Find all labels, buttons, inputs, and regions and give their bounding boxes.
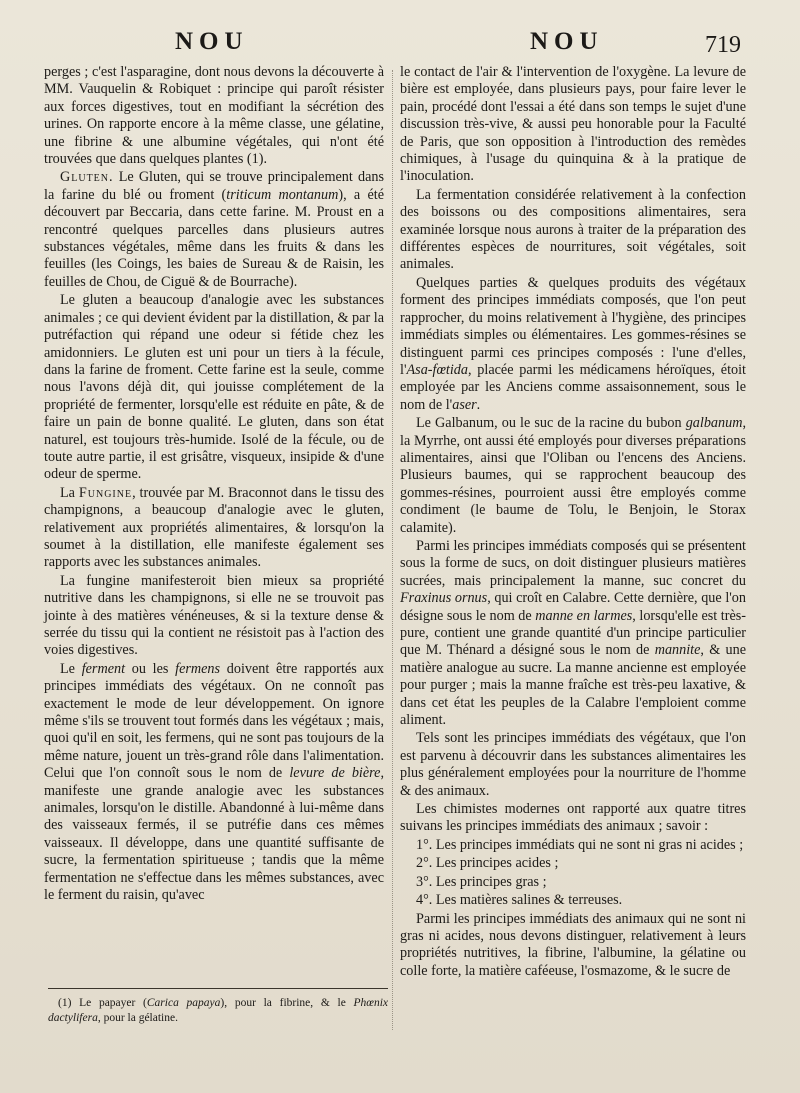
text-run: , lorsqu'elle est très-pure, contient une grande quantité d'un principe particulier que M. Thénard a désigné sous le nom de — [400, 607, 746, 659]
footnote-rule — [48, 988, 388, 989]
paragraph-asparagine: perges ; c'est l'asparagine, dont nous devons la découverte à MM. Vauquelin & Robiquet : principe qui paroît résister aux forces digestives, tout en modifiant la sécrétion des urines. On rapporte encore à la même classe, une gélatine, une fibrine & une albumine végétales, qui n'ont été trouvées que dans quelques plantes (1). — [44, 64, 384, 168]
paragraph-galbanum — [400, 415, 746, 537]
italic-term: Phœnix dactylifera — [48, 997, 389, 1024]
column-gutter — [392, 70, 393, 1030]
paragraph-fermentation: La fermentation considérée relativement à la confection des boissons ou des compositions alimentaires, sera examinée lorsque nous aurons à traiter de la préparation des différentes espèces de nourritures, soit végétales, soit animales. — [400, 186, 746, 273]
text-run: , qui croît en Calabre. Cette dernière, que l'on désigne sous le nom de — [400, 590, 746, 624]
italic-term: galbanum — [685, 415, 743, 432]
text-run: ), pour la fibrine, & le — [220, 997, 354, 1009]
paragraph-chimistes: Les chimistes modernes ont rapporté aux quatre titres suivans les principes immédiats des animaux ; savoir : — [400, 801, 746, 835]
italic-term: mannite — [654, 642, 701, 659]
paragraph-principes-vegetaux: Tels sont les principes immédiats des végétaux, que l'on est parvenu à découvrir dans les substances alimentaires les plus généralement employées pour la nourriture de l'homme & des animaux. — [400, 730, 746, 799]
page-number: 719 — [705, 32, 741, 58]
text-run: ), a été découvert par Beccaria, dans cette farine. M. Proust en a rencontré quelques parcelles dans plusieurs autres substances végétales, même dans les fruits & dans les feuilles (les Coings, les baies de Sureau & de Raisin, les feuilles de Chou, de Ciguë & de Bourrache). — [44, 186, 384, 290]
italic-term: Carica papaya — [146, 997, 221, 1009]
paragraph-levure: le contact de l'air & l'intervention de l'oxygène. La levure de bière est employée, dans plusieurs pays, pour faire lever le pain, procédé dont l'essai a été dans son temps le sujet d'une discussion très-vive, & aussi peu honorable pour la Faculté de Paris, que son opposition à l'introduction des remèdes chimiques, à l'usage du quinquina & à la pratique de l'inoculation. — [400, 64, 746, 185]
paragraph-gluten-analogy: Le gluten a beaucoup d'analogie avec les substances animales ; ce qui devient évident par la distillation, & par la putréfaction qui répand une odeur si fétide chez les amidonniers. Le gluten est uni pour un tiers à la fécule, dans la farine de froment. Cette farine est la seule, comme nous l'avons déjà dit, qui jouisse complétement de la propriété de fermenter, lorsqu'elle est réduite en pâte, & de faire un pain de bonne qualité. Le gluten, dans son état naturel, est toujours très-humide. Isolé de la fécule, ou de toute autre partie, il est grisâtre, visqueux, insipide & d'une odeur de sperme. — [44, 292, 384, 483]
italic-term: triticum montanum — [226, 186, 339, 203]
running-head-right: NOU — [530, 28, 604, 55]
right-column — [400, 64, 746, 980]
text-run: La — [60, 484, 79, 501]
italic-term: Fraxinus ornus — [400, 590, 488, 607]
italic-term: fermens — [175, 660, 221, 677]
text-run: Parmi les principes immédiats composés qui se présentent sous la forme de sucs, on doit distinguer plusieurs matières sucrées, mais principalement la manne, suc concret du — [400, 537, 746, 589]
text-run: Quelques parties & quelques produits des végétaux forment des principes immédiats composés, que l'on peut rapprocher, du moins relativement à l'hygiène, des principes immédiats simples ou élémentaires. Les gommes-résines se distinguent parmi ces principes composés : l'une d'elles, l' — [400, 274, 746, 378]
paragraph-animaux: Parmi les principes immédiats des animaux qui ne sont ni gras ni acides, nous devons distinguer, relativement à leurs propriétés nutritives, la fibrine, l'albumine, la gélatine ou colle forte, la matière caféeuse, l'osmazome, & le sucre de — [400, 910, 746, 979]
italic-term: ferment — [81, 660, 126, 677]
italic-term: aser — [452, 396, 477, 413]
paragraph-gluten — [44, 169, 384, 291]
running-head-left: NOU — [175, 28, 249, 55]
section-head-gluten: Gluten. — [60, 169, 114, 186]
text-run: , & une matière analogue au sucre. La manne ancienne est employée pour purger ; mais la manne fraîche est très-peu laxative, & dans cet état les peuples de la Calabre l'emploient comme aliment. — [400, 642, 747, 729]
text-run: doivent être rapportés aux principes immédiats des végétaux. On ne connoît pas exactement le mode de leur développement. On ignore même s'ils se trouvent tout formés dans les végétaux ; mais, quoi qu'il en soit, les fermens, qui ne sont pas toujours de la même nature, jouent un très-grand rôle dans l'alimentation. Celui que l'on connoît sous le nom de — [44, 660, 384, 782]
paragraph-fungine-nutritive: La fungine manifesteroit bien mieux sa propriété nutritive dans les champignons, si elle ne se trouvoit pas jointe à des matières vénéneuses, & si la texture dense & serrée du tissu qui la contient ne résistoit pas à l'action des voies digestives. — [44, 572, 384, 659]
footnote — [48, 996, 388, 1026]
list-item: 1°. Les principes immédiats qui ne sont ni gras ni acides ; — [416, 836, 744, 853]
text-run: , pour la gélatine. — [97, 1012, 178, 1024]
italic-term: levure de bière — [289, 765, 381, 782]
italic-term: manne en larmes — [535, 607, 633, 624]
text-run: , trouvée par M. Braconnot dans le tissu des champignons, a beaucoup d'analogie avec le gluten, relativement aux propriétés alimentaires, & lorsqu'on la soumet à la distillation, elle manifeste également ses rapports avec les substances animales. — [44, 484, 384, 571]
text-run: , la Myrrhe, ont aussi été employés pour diverses préparations alimentaires, ainsi que l'Oliban ou l'encens des Anciens. Plusieurs baumes, qui se rapprochent beaucoup des gommes-résines, pourroient aussi être employés comme condiment (le baume de Tolu, le Benjoin, le Storax calamite). — [400, 415, 746, 536]
text-run: Le Galbanum, ou le suc de la racine du bubon — [416, 415, 686, 432]
paragraph-gommes-resines — [400, 275, 746, 414]
paragraph-fungine — [44, 485, 384, 572]
italic-term: Asa-fœtida — [406, 361, 468, 378]
text-run: . — [476, 396, 481, 413]
text-run: Le Gluten, qui se trouve principalement dans la farine du blé ou froment ( — [44, 169, 384, 203]
left-column — [44, 64, 384, 905]
text-run: ou les — [125, 660, 176, 677]
text-run: , placée parmi les médicamens héroïques, étoit employée par les Anciens comme assaisonnement, sous le nom de l' — [400, 361, 746, 413]
text-run: Le — [60, 660, 82, 677]
list-item: 3°. Les principes gras ; — [416, 873, 547, 890]
text-run: , manifeste une grande analogie avec les substances animales, lorsqu'on le distille. Abandonné à lui-même dans des vaisseaux fermés, il se putréfie dans ces mêmes vaisseaux. Il développe, dans une quantité suffisante de sucre, la fermentation spiritueuse ; tandis que la même fermentation ne s'effectue dans les mêmes substances, avec le ferment du raisin, qu'avec — [44, 765, 385, 904]
list-item: 2°. Les principes acides ; — [416, 855, 559, 872]
text-run: (1) Le papayer ( — [58, 997, 147, 1009]
section-head-fungine: Fungine — [78, 484, 133, 501]
list-item: 4°. Les matières salines & terreuses. — [416, 892, 623, 909]
paragraph-manne — [400, 538, 746, 729]
paragraph-ferment — [44, 661, 384, 905]
